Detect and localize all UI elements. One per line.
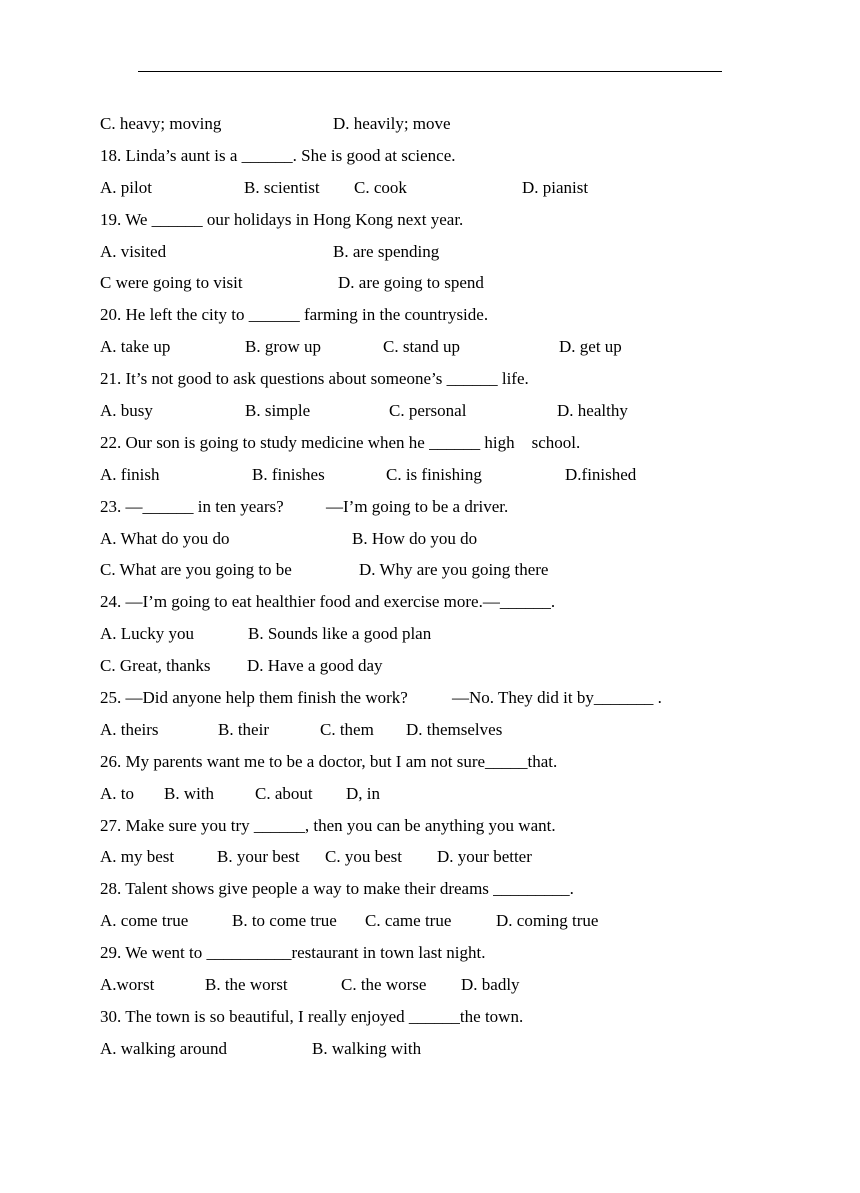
options-line (100, 650, 800, 682)
option-text: C. you best (325, 847, 402, 867)
option-text: B. your best (217, 847, 300, 867)
option-text: C. Great, thanks (100, 656, 211, 676)
options-line (100, 523, 800, 555)
question-text: 30. The town is so beautiful, I really enjoyed ______the town. (100, 1006, 524, 1026)
question-line (100, 746, 800, 778)
option-text: D. coming true (496, 911, 599, 931)
option-text: C. stand up (383, 337, 460, 357)
options-line (100, 554, 800, 586)
option-text: D. themselves (406, 719, 503, 739)
option-text: B. the worst (205, 975, 288, 995)
question-text: 18. Linda’s aunt is a ______. She is good at science. (100, 145, 456, 165)
option-text: D. Have a good day (247, 656, 383, 676)
option-text: A. theirs (100, 719, 159, 739)
question-line (100, 363, 800, 395)
option-text: C. is finishing (386, 464, 482, 484)
question-text: 29. We went to __________restaurant in town last night. (100, 943, 486, 963)
question-line (100, 873, 800, 905)
option-text: D. pianist (522, 177, 589, 197)
option-text: D. are going to spend (338, 273, 484, 293)
options-line (100, 1033, 800, 1065)
question-text: —I’m going to be a driver. (326, 496, 509, 516)
question-line (100, 1001, 800, 1033)
options-line (100, 841, 800, 873)
option-text: D. Why are you going there (359, 560, 549, 580)
question-text: 26. My parents want me to be a doctor, but I am not sure_____that. (100, 751, 558, 771)
option-text: A. my best (100, 847, 175, 867)
option-text: D. badly (461, 975, 520, 995)
option-text: C. heavy; moving (100, 114, 222, 133)
question-line (100, 299, 800, 331)
option-text: D. heavily; move (333, 114, 451, 133)
options-line (100, 969, 800, 1001)
option-text: A. What do you do (100, 528, 230, 548)
option-text: A. finish (100, 464, 160, 484)
option-text: A. Lucky you (100, 624, 194, 644)
options-line (100, 778, 800, 810)
question-line (100, 937, 800, 969)
option-text: B. Sounds like a good plan (248, 624, 432, 644)
option-text: D, in (346, 783, 380, 803)
option-text: D. your better (437, 847, 532, 867)
question-text: 25. —Did anyone help them finish the work? (100, 688, 408, 708)
option-text: A.worst (100, 975, 155, 995)
options-line (100, 267, 800, 299)
option-text: C. What are you going to be (100, 560, 292, 580)
option-text: C. cook (354, 177, 407, 197)
question-line (100, 586, 800, 618)
option-text: B. finishes (252, 464, 325, 484)
question-line (100, 427, 800, 459)
question-text: 19. We ______ our holidays in Hong Kong next year. (100, 209, 464, 229)
option-text: B. How do you do (352, 528, 478, 548)
option-text: A. walking around (100, 1038, 228, 1058)
option-text: A. to (100, 783, 134, 803)
option-text: B. simple (245, 401, 311, 421)
option-text: C were going to visit (100, 273, 243, 293)
question-line (100, 140, 800, 172)
option-text: A. take up (100, 337, 171, 357)
option-text: D. get up (559, 337, 622, 357)
option-text: A. busy (100, 401, 153, 421)
question-line (100, 491, 800, 523)
option-text: D. healthy (557, 401, 628, 421)
options-line (100, 236, 800, 268)
option-text: B. to come true (232, 911, 337, 931)
options-line (100, 108, 800, 140)
exercise-content (100, 108, 800, 1065)
question-text: 22. Our son is going to study medicine when he ______ high school. (100, 432, 581, 452)
option-text: B. walking with (312, 1038, 422, 1058)
option-text: C. about (255, 783, 313, 803)
options-line (100, 331, 800, 363)
question-text: 21. It’s not good to ask questions about someone’s ______ life. (100, 369, 529, 389)
option-text: B. scientist (244, 177, 320, 197)
question-text: 28. Talent shows give people a way to make their dreams _________. (100, 879, 574, 899)
option-text: C. personal (389, 401, 467, 421)
option-text: B. with (164, 783, 215, 803)
option-text: B. are spending (333, 241, 440, 261)
question-text: 20. He left the city to ______ farming in the countryside. (100, 305, 489, 325)
option-text: B. their (218, 719, 269, 739)
question-text: —No. They did it by_______ . (452, 688, 662, 708)
question-line (100, 682, 800, 714)
header-rule (138, 71, 722, 72)
options-line (100, 395, 800, 427)
option-text: A. come true (100, 911, 189, 931)
question-line (100, 810, 800, 842)
option-text: D.finished (565, 464, 637, 484)
options-line (100, 714, 800, 746)
options-line (100, 905, 800, 937)
question-line (100, 204, 800, 236)
options-line (100, 618, 800, 650)
option-text: C. them (320, 719, 374, 739)
options-line (100, 172, 800, 204)
options-line (100, 459, 800, 491)
option-text: A. visited (100, 241, 167, 261)
option-text: A. pilot (100, 177, 152, 197)
question-text: 23. —______ in ten years? (100, 496, 284, 516)
option-text: C. the worse (341, 975, 427, 995)
question-text: 27. Make sure you try ______, then you can be anything you want. (100, 815, 556, 835)
option-text: B. grow up (245, 337, 322, 357)
question-text: 24. —I’m going to eat healthier food and exercise more.—______. (100, 592, 556, 612)
option-text: C. came true (365, 911, 452, 931)
